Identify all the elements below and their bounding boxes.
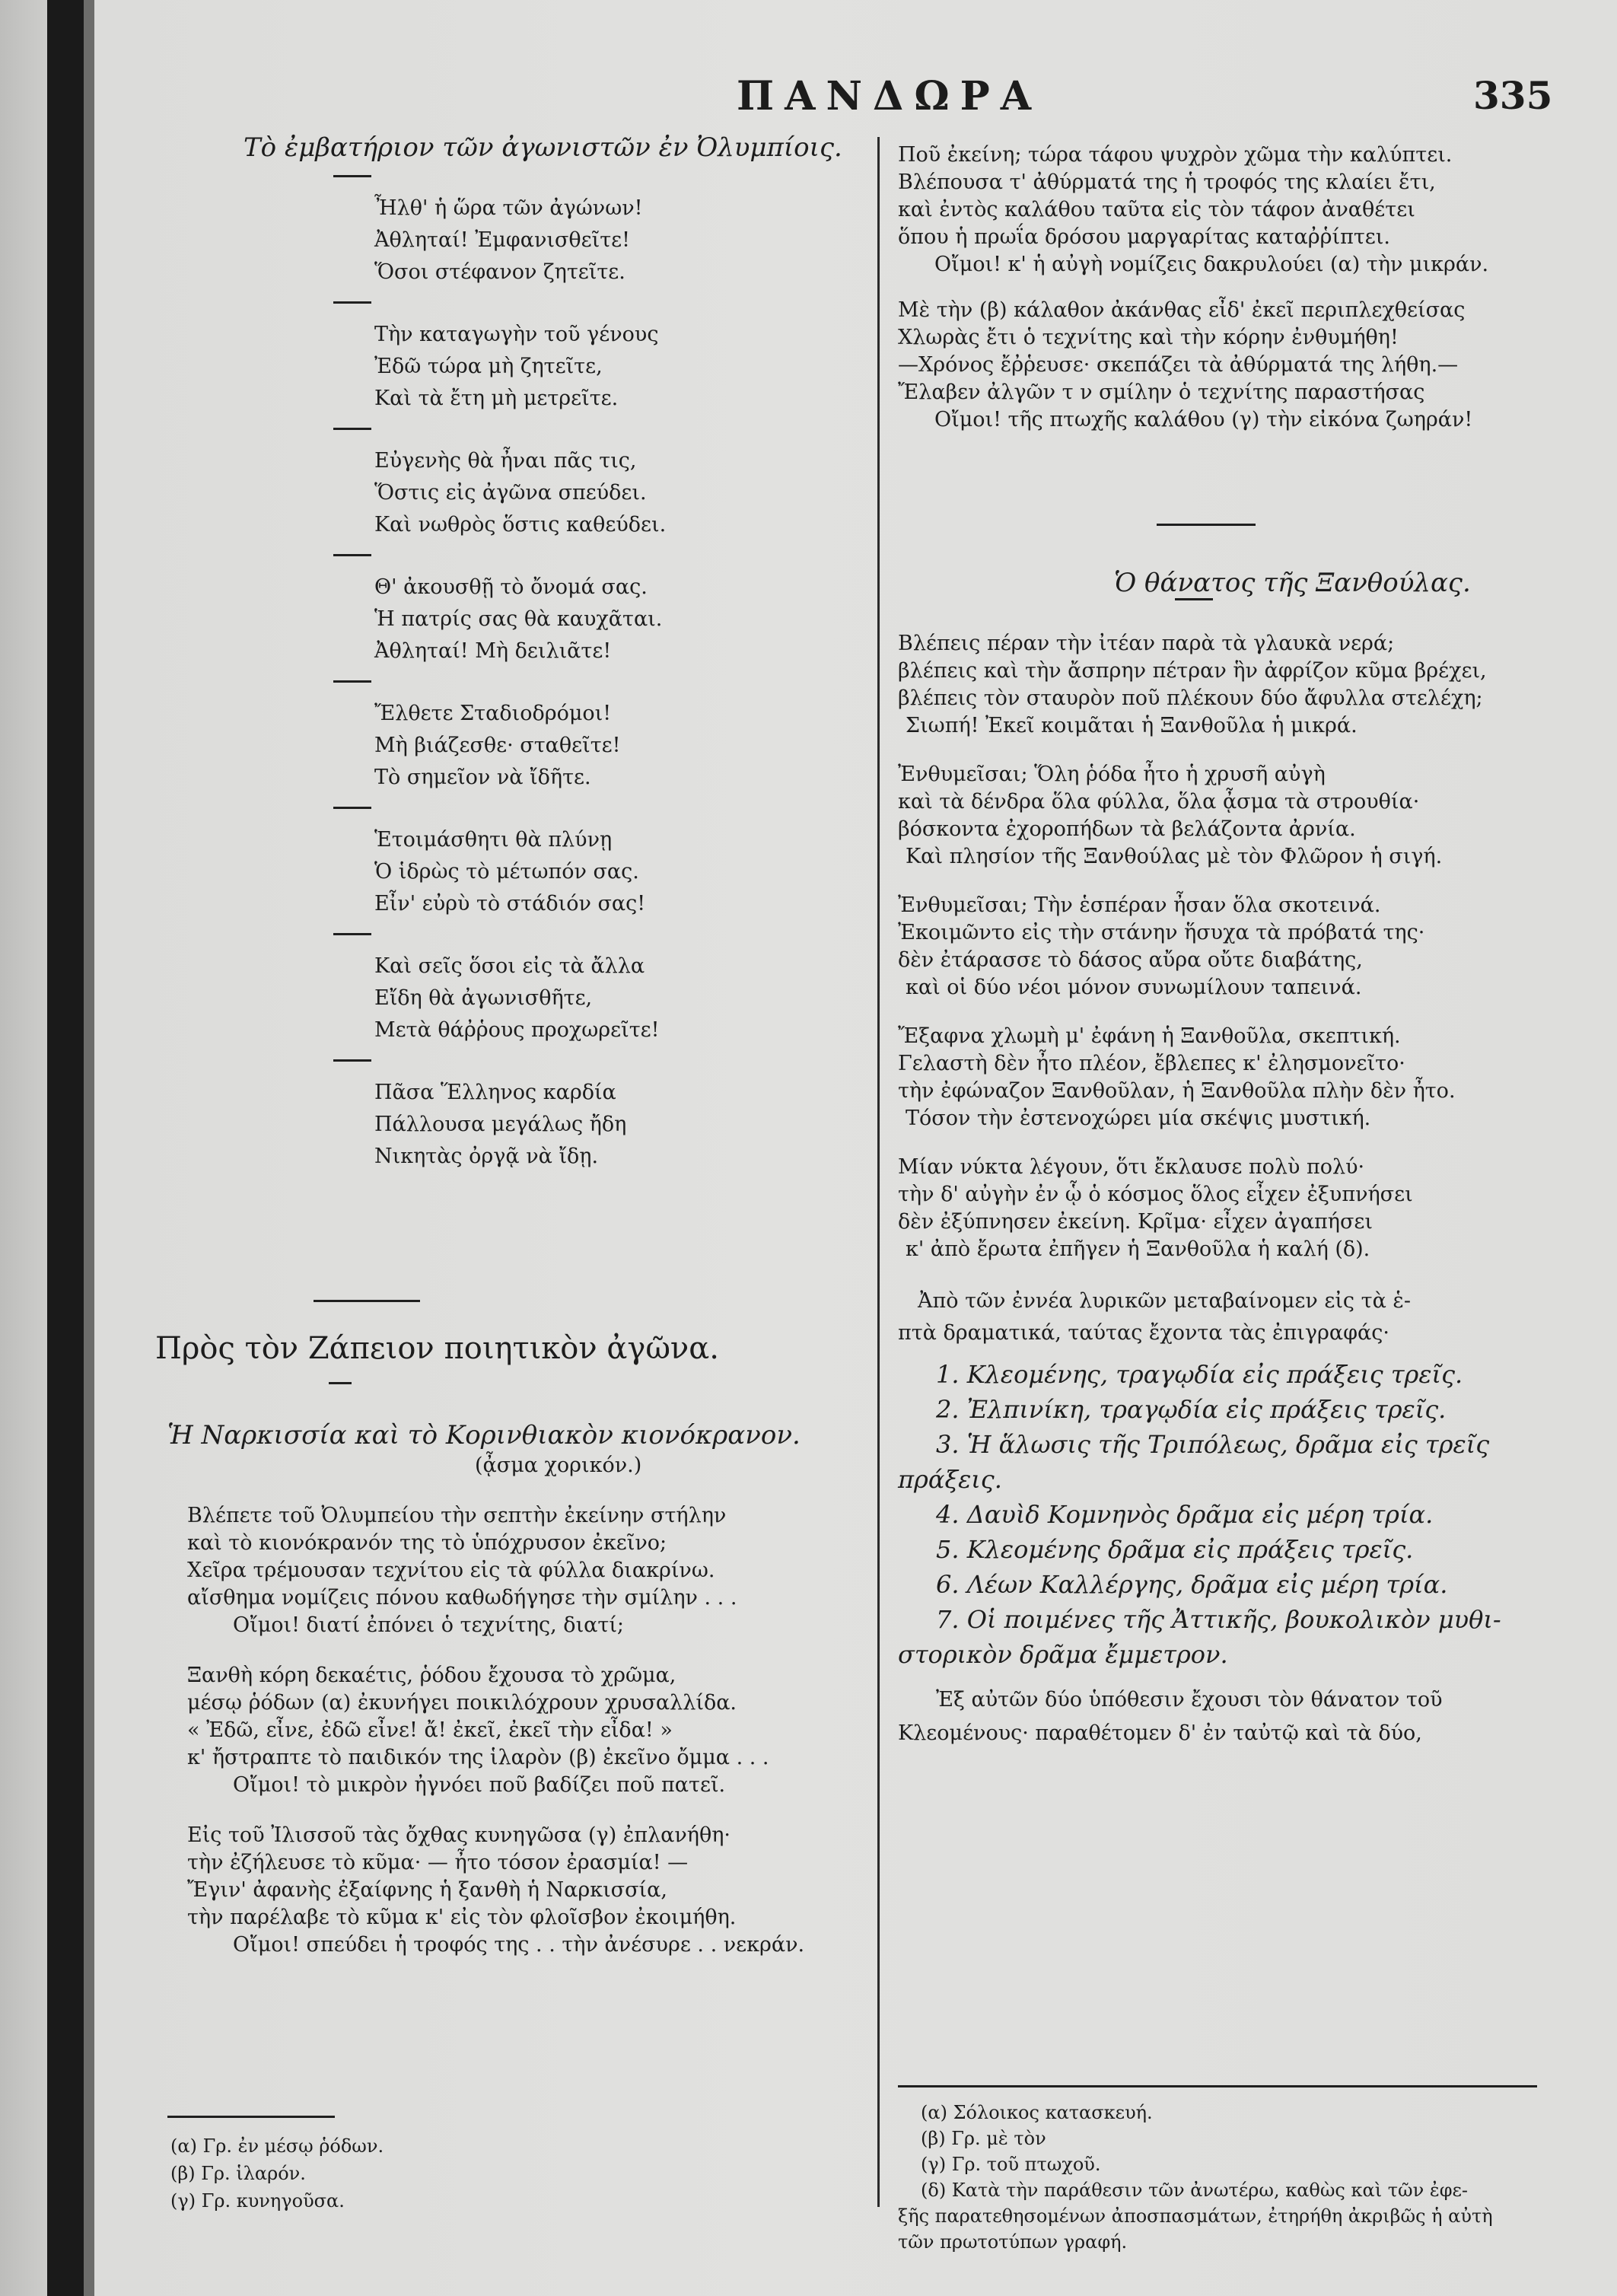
poem-verse: βλέπεις τὸν σταυρὸν ποῦ πλέκουν δύο ἄφυλλα στελέχη; bbox=[898, 686, 1483, 710]
poem-verse: καὶ οἱ δύο νέοι μόνον συνωμίλουν ταπεινά. bbox=[906, 976, 1362, 999]
poem-verse: Βλέπεις πέραν τὴν ἰτέαν παρὰ τὰ γλαυκὰ νερά; bbox=[898, 632, 1395, 655]
separator-dash bbox=[329, 1382, 352, 1384]
separator-dash bbox=[333, 428, 371, 430]
poem-verse: καὶ τὸ κιονόκρανόν της τὸ ὑπόχρυσον ἐκεῖνο; bbox=[187, 1531, 667, 1555]
play-title: 1. Κλεομένης, τραγῳδία εἰς πράξεις τρεῖς. bbox=[936, 1360, 1463, 1389]
poem-verse: Καὶ τὰ ἔτη μὴ μετρεῖτε. bbox=[374, 387, 619, 410]
column-divider bbox=[877, 137, 880, 2207]
ornamental-rule bbox=[314, 1300, 420, 1302]
prose-line: Ἀπὸ τῶν ἐννέα λυρικῶν μεταβαίνομεν εἰς τὰ ἑ- bbox=[918, 1289, 1411, 1313]
play-title: στορικὸν δρᾶμα ἔμμετρον. bbox=[898, 1640, 1228, 1669]
play-title: 5. Κλεομένης δρᾶμα εἰς πράξεις τρεῖς. bbox=[936, 1535, 1414, 1564]
poem-verse: Πᾶσα Ἕλληνος καρδία bbox=[374, 1081, 616, 1104]
poem-verse: Μὲ τὴν (β) κάλαθον ἀκάνθας εἶδ' ἐκεῖ περιπλεχθείσας bbox=[898, 298, 1466, 322]
poem-verse: Οἴμοι! διατί ἐπόνει ὁ τεχνίτης, διατί; bbox=[233, 1613, 625, 1637]
poem-verse: Νικητὰς ὀργᾷ νὰ ἴδῃ. bbox=[374, 1145, 599, 1168]
separator-dash bbox=[333, 933, 371, 935]
poem-verse: Θ' ἀκουσθῇ τὸ ὄνομά σας. bbox=[374, 575, 648, 599]
play-title: 3. Ἡ ἅλωσις τῆς Τριπόλεως, δρᾶμα εἰς τρεῖς bbox=[936, 1430, 1490, 1459]
poem-verse: Βλέπετε τοῦ Ὀλυμπείου τὴν σεπτὴν ἐκείνην στήλην bbox=[187, 1504, 727, 1527]
poem-verse: Εἰς τοῦ Ἰλισσοῦ τὰς ὄχθας κυνηγῶσα (γ) ἐπλανήθη· bbox=[187, 1823, 731, 1847]
poem-verse: Εἴδη θὰ ἀγωνισθῆτε, bbox=[374, 986, 593, 1010]
poem-verse: Τὸ σημεῖον νὰ ἴδῆτε. bbox=[374, 766, 591, 789]
poem-verse: Μετὰ θάῤῥους προχωρεῖτε! bbox=[374, 1018, 660, 1042]
poem-verse: Ὅσοι στέφανον ζητεῖτε. bbox=[374, 260, 625, 284]
poem-verse: τὴν δ' αὐγὴν ἐν ᾧ ὁ κόσμος ὅλος εἶχεν ἐξυπνήσει bbox=[898, 1183, 1413, 1206]
footnote: ξῆς παρατεθησομένων ἀποσπασμάτων, ἐτηρήθη ἀκριβῶς ἡ αὐτὴ bbox=[898, 2205, 1493, 2227]
poem-verse: Ὅστις εἰς ἀγῶνα σπεύδει. bbox=[374, 481, 647, 505]
poem-verse: αἴσθημα νομίζεις πόνου καθωδήγησε τὴν σμίλην . . . bbox=[187, 1586, 737, 1610]
footnote: (α) Σόλοικος κατασκευή. bbox=[921, 2102, 1153, 2123]
separator-dash bbox=[333, 554, 371, 556]
footnote: (β) Γρ. μὲ τὸν bbox=[921, 2128, 1046, 2149]
poem-verse: Καὶ νωθρὸς ὅστις καθεύδει. bbox=[374, 513, 667, 537]
poem-verse: Τόσον τὴν ἐστενοχώρει μία σκέψις μυστική. bbox=[906, 1107, 1371, 1130]
poem-title: Ὁ θάνατος τῆς Ξανθούλας. bbox=[1114, 568, 1471, 598]
footnote: τῶν πρωτοτύπων γραφή. bbox=[898, 2231, 1128, 2253]
play-title: 6. Λέων Καλλέργης, δρᾶμα εἰς μέρη τρία. bbox=[936, 1570, 1448, 1599]
poem-verse: Καὶ πλησίον τῆς Ξανθούλας μὲ τὸν Φλῶρον ἡ σιγή. bbox=[906, 845, 1443, 868]
poem-verse: βόσκοντα ἐχοροπήδων τὰ βελάζοντα ἀρνία. bbox=[898, 817, 1356, 841]
poem-verse: Εὐγενὴς θὰ ἦναι πᾶς τις, bbox=[374, 449, 637, 473]
prose-line: Κλεομένους· παραθέτομεν δ' ἐν ταὐτῷ καὶ τὰ δύο, bbox=[898, 1721, 1422, 1745]
footnote-rule bbox=[898, 2085, 1537, 2087]
poem-title: Τὸ ἐμβατήριον τῶν ἀγωνιστῶν ἐν Ὀλυμπίοις. bbox=[244, 132, 842, 163]
play-title: πράξεις. bbox=[898, 1465, 1002, 1494]
poem-verse: Βλέπουσα τ' ἀθύρματά της ἡ τροφός της κλαίει ἔτι, bbox=[898, 170, 1436, 194]
poem-title: Ἡ Ναρκισσία καὶ τὸ Κορινθιακὸν κιονόκρανον. bbox=[167, 1420, 801, 1451]
separator-dash bbox=[333, 680, 371, 683]
poem-verse: Ἐνθυμεῖσαι; Ὅλη ῥόδα ἦτο ἡ χρυσῆ αὐγὴ bbox=[898, 763, 1326, 786]
poem-verse: Ἦλθ' ἡ ὥρα τῶν ἀγώνων! bbox=[374, 196, 643, 220]
ornamental-rule bbox=[1157, 524, 1256, 526]
poem-verse: κ' ἀπὸ ἔρωτα ἐπῆγεν ἡ Ξανθοῦλα ἡ καλή (δ). bbox=[906, 1237, 1370, 1261]
poem-verse: Ποῦ ἐκείνη; τώρα τάφου ψυχρὸν χῶμα τὴν καλύπτει. bbox=[898, 143, 1453, 167]
poem-verse: Τὴν καταγωγὴν τοῦ γένους bbox=[374, 323, 659, 346]
binding-edge bbox=[84, 0, 94, 2296]
poem-verse: Οἴμοι! τὸ μικρὸν ἠγνόει ποῦ βαδίζει ποῦ πατεῖ. bbox=[233, 1773, 726, 1797]
poem-verse: τὴν ἐζήλευσε τὸ κῦμα· — ἦτο τόσον ἐρασμία! — bbox=[187, 1851, 689, 1874]
journal-title: ΠΑΝΔΩΡΑ bbox=[737, 73, 1042, 119]
poem-verse: Οἴμοι! κ' ἡ αὐγὴ νομίζεις δακρυλούει (α) τὴν μικράν. bbox=[934, 253, 1489, 276]
poem-verse: δὲν ἐτάρασσε τὸ δάσος αὔρα οὔτε διαβάτης, bbox=[898, 948, 1363, 972]
poem-verse: Ξανθὴ κόρη δεκαέτις, ῥόδου ἔχουσα τὸ χρῶμα, bbox=[187, 1664, 676, 1687]
poem-verse: Εἶν' εὐρὺ τὸ στάδιόν σας! bbox=[374, 892, 646, 916]
poem-verse: —Χρόνος ἔῤῥευσε· σκεπάζει τὰ ἀθύρματά της λήθη.— bbox=[898, 353, 1459, 377]
play-title: 2. Ἐλπινίκη, τραγῳδία εἰς πράξεις τρεῖς. bbox=[936, 1395, 1447, 1424]
separator-dash bbox=[1175, 598, 1213, 600]
poem-verse: Ἀθληταί! Μὴ δειλιᾶτε! bbox=[374, 639, 612, 663]
poem-verse: κ' ἤστραπτε τὸ παιδικόν της ἱλαρὸν (β) ἐκεῖνο ὄμμα . . . bbox=[187, 1746, 769, 1769]
page-header bbox=[0, 70, 1617, 119]
poem-verse: Ἑτοιμάσθητι θὰ πλύνῃ bbox=[374, 828, 613, 852]
poem-verse: ὅπου ἡ πρωΐα δρόσου μαργαρίτας καταῤῥίπτει. bbox=[898, 225, 1390, 249]
separator-dash bbox=[333, 301, 371, 304]
poem-verse: Ἔλαβεν ἀλγῶν τ ν σμίλην ὁ τεχνίτης παραστήσας bbox=[898, 381, 1425, 404]
section-heading: Πρὸς τὸν Ζάπειον ποιητικὸν ἀγῶνα. bbox=[155, 1331, 719, 1366]
poem-verse: καὶ ἐντὸς καλάθου ταῦτα εἰς τὸν τάφον ἀναθέτει bbox=[898, 198, 1415, 221]
poem-verse: Χλωρὰς ἔτι ὁ τεχνίτης καὶ τὴν κόρην ἐνθυμήθη! bbox=[898, 326, 1399, 349]
poem-verse: Ἀθληταί! Ἐμφανισθεῖτε! bbox=[374, 228, 630, 252]
footnote: (γ) Γρ. κυνηγοῦσα. bbox=[170, 2190, 345, 2212]
poem-verse: Πάλλουσα μεγάλως ἤδη bbox=[374, 1113, 627, 1136]
poem-verse: Ἐνθυμεῖσαι; Τὴν ἑσπέραν ἦσαν ὅλα σκοτεινά. bbox=[898, 893, 1381, 917]
poem-verse: Ὁ ἱδρὼς τὸ μέτωπόν σας. bbox=[374, 860, 639, 884]
footnote: (γ) Γρ. τοῦ πτωχοῦ. bbox=[921, 2154, 1101, 2175]
poem-verse: Ἐκοιμῶντο εἰς τὴν στάνην ἥσυχα τὰ πρόβατά της· bbox=[898, 921, 1425, 944]
poem-verse: καὶ τὰ δένδρα ὅλα φύλλα, ὅλα ᾆσμα τὰ στρουθία· bbox=[898, 790, 1420, 814]
binding-shadow bbox=[47, 0, 84, 2296]
poem-verse: μέσῳ ῥόδων (α) ἐκυνήγει ποικιλόχρουν χρυσαλλίδα. bbox=[187, 1691, 737, 1715]
prose-line: Ἐξ αὐτῶν δύο ὑπόθεσιν ἔχουσι τὸν θάνατον τοῦ bbox=[936, 1688, 1443, 1712]
poem-verse: δὲν ἐξύπνησεν ἐκείνη. Κρῖμα· εἶχεν ἀγαπήσει bbox=[898, 1210, 1373, 1234]
footnote: (α) Γρ. ἐν μέσῳ ῥόδων. bbox=[170, 2135, 384, 2157]
poem-verse: τὴν παρέλαβε τὸ κῦμα κ' εἰς τὸν φλοῖσβον ἐκοιμήθη. bbox=[187, 1906, 737, 1929]
poem-verse: Γελαστὴ δὲν ἦτο πλέον, ἔβλεπες κ' ἐλησμονεῖτο· bbox=[898, 1052, 1405, 1075]
poem-verse: Ἔλθετε Σταδιοδρόμοι! bbox=[374, 702, 612, 725]
prose-line: πτὰ δραματικά, ταύτας ἔχοντα τὰς ἐπιγραφάς· bbox=[898, 1321, 1389, 1345]
poem-subtitle: (ᾆσμα χορικόν.) bbox=[475, 1454, 642, 1477]
poem-verse: Οἴμοι! τῆς πτωχῆς καλάθου (γ) τὴν εἰκόνα ζωηράν! bbox=[934, 408, 1473, 431]
play-title: 4. Δαυὶδ Κομνηνὸς δρᾶμα εἰς μέρη τρία. bbox=[936, 1500, 1434, 1529]
page-number: 335 bbox=[1473, 73, 1553, 118]
footnote: (δ) Κατὰ τὴν παράθεσιν τῶν ἀνωτέρω, καθὼς καὶ τῶν ἐφε- bbox=[921, 2180, 1469, 2201]
separator-dash bbox=[333, 807, 371, 809]
poem-verse: Μὴ βιάζεσθε· σταθεῖτε! bbox=[374, 734, 621, 757]
poem-verse: Οἴμοι! σπεύδει ἡ τροφός της . . τὴν ἀνέσυρε . . νεκράν. bbox=[233, 1933, 805, 1957]
poem-verse: Ἔξαφνα χλωμὴ μ' ἐφάνη ἡ Ξανθοῦλα, σκεπτική. bbox=[898, 1024, 1401, 1048]
poem-verse: « Ἐδῶ, εἶνε, ἐδῶ εἶνε! ἄ! ἐκεῖ, ἐκεῖ τὴν εἶδα! » bbox=[187, 1718, 673, 1742]
poem-verse: Σιωπή! Ἐκεῖ κοιμᾶται ἡ Ξανθοῦλα ἡ μικρά. bbox=[906, 714, 1358, 737]
footnote: (β) Γρ. ἱλαρόν. bbox=[170, 2163, 306, 2184]
poem-verse: Ἡ πατρίς σας θὰ καυχᾶται. bbox=[374, 607, 663, 631]
poem-verse: Μίαν νύκτα λέγουν, ὅτι ἔκλαυσε πολὺ πολύ· bbox=[898, 1155, 1365, 1179]
poem-verse: Ἐδῶ τώρα μὴ ζητεῖτε, bbox=[374, 355, 603, 378]
poem-verse: Χεῖρα τρέμουσαν τεχνίτου εἰς τὰ φύλλα διακρίνω. bbox=[187, 1559, 715, 1582]
poem-verse: Ἔγιν' ἀφανὴς ἐξαίφνης ἡ ξανθὴ ἡ Ναρκισσία, bbox=[187, 1878, 667, 1902]
poem-verse: βλέπεις καὶ τὴν ἄσπρην πέτραν ἣν ἀφρίζον κῦμα βρέχει, bbox=[898, 659, 1487, 683]
poem-verse: τὴν ἐφώναζον Ξανθοῦλαν, ἡ Ξανθοῦλα πλὴν δὲν ἦτο. bbox=[898, 1079, 1456, 1103]
separator-dash bbox=[333, 1059, 371, 1062]
play-title: 7. Οἱ ποιμένες τῆς Ἀττικῆς, βουκολικὸν μυθι- bbox=[936, 1605, 1501, 1634]
separator-dash bbox=[333, 175, 371, 177]
footnote-rule bbox=[167, 2116, 335, 2118]
poem-verse: Καὶ σεῖς ὅσοι εἰς τὰ ἄλλα bbox=[374, 954, 645, 978]
